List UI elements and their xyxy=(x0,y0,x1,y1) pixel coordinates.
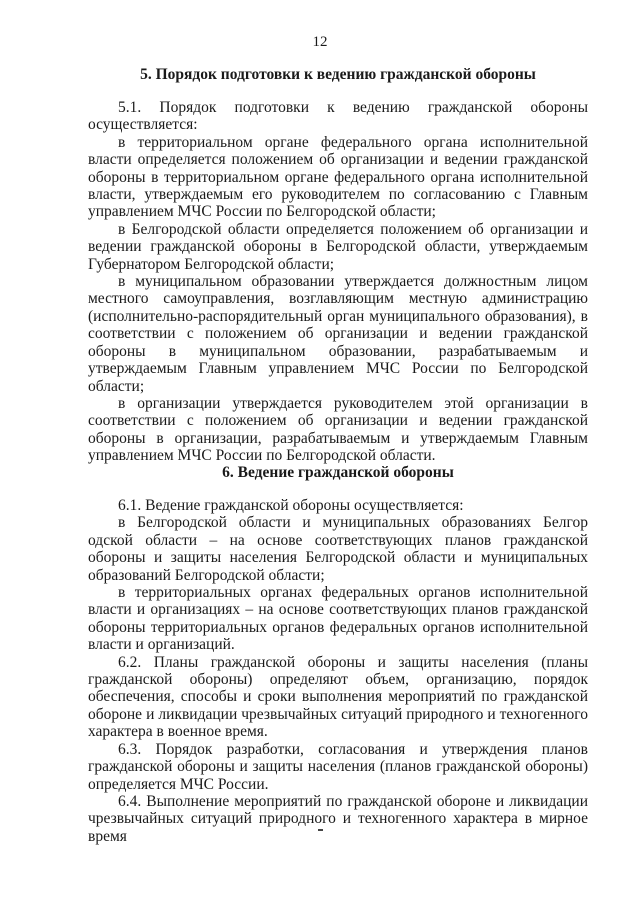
section-6-body xyxy=(88,497,588,845)
paragraph-6-3: 6.3. Порядок разработки, согласования и утверждения планов гражданской обороны и защиты населения (планов гражданской обороны) определяется МЧС России. xyxy=(88,740,588,793)
paragraph-5-1-federal-body: в территориальном органе федерального органа исполнительной власти определяется положением об организации и ведении гражданской обороны в территориальном органе федерального органа исполнительной власти, утверждаемым его руководителем по согласованию с Главным управлением МЧС России по Белгородской области; xyxy=(88,133,588,221)
page-number: 12 xyxy=(312,34,328,50)
paragraph-5-1-municipality: в муниципальном образовании утверждается должностным лицом местного самоуправления, возглавляющим местную администрацию (исполнительно-распорядительный орган муниципального образования), в соответствии с положением об организации и ведении гражданской обороны в муниципальном образовании, разрабатываемым и утверждаемым Главным управлением МЧС России по Белгородской области; xyxy=(88,273,588,395)
paragraph-6-2: 6.2. Планы гражданской обороны и защиты населения (планы гражданской обороны) определяют объем, организацию, порядок обеспечения, способы и сроки выполнения мероприятий по гражданской обороне и ликвидации чрезвычайных ситуаций природного и техногенного характера в военное время. xyxy=(88,653,588,741)
paragraph-5-1-region: в Белгородской области определяется положением об организации и ведении гражданской обороны в Белгородской области, утверждаемым Губернатором Белгородской области; xyxy=(88,220,588,273)
section-5-heading: 5. Порядок подготовки к ведению гражданской обороны xyxy=(140,66,536,83)
paragraph-5-1: 5.1. Порядок подготовки к ведению гражданской обороны осуществляется: xyxy=(88,99,588,134)
paragraph-6-4: 6.4. Выполнение мероприятий по гражданской обороне и ликвидации чрезвычайных ситуаций природного и техногенного характера в мирное время xyxy=(88,792,588,845)
section-5-body xyxy=(88,99,588,465)
paragraph-6-1-federal-bodies: в территориальных органах федеральных органов исполнительной власти и организациях – на основе соответствующих планов гражданской обороны территориальных органов федеральных органов исполнительной власти и организаций. xyxy=(88,584,588,654)
paragraph-6-1-region: в Белгородской области и муниципальных образованиях Белгор одской области – на основе соответствующих планов гражданской обороны и защиты населения Белгородской области и муниципальных образований Белгородской области; xyxy=(88,514,588,584)
scan-mark xyxy=(318,829,323,831)
section-6-heading: 6. Ведение гражданской обороны xyxy=(222,464,454,481)
paragraph-6-1: 6.1. Ведение гражданской обороны осуществляется: xyxy=(118,497,464,514)
paragraph-5-1-organization: в организации утверждается руководителем этой организации в соответствии с положением об организации и ведении гражданской обороны в организации, разрабатываемым и утверждаемым Главным управлением МЧС России по Белгородской области. xyxy=(88,394,588,465)
